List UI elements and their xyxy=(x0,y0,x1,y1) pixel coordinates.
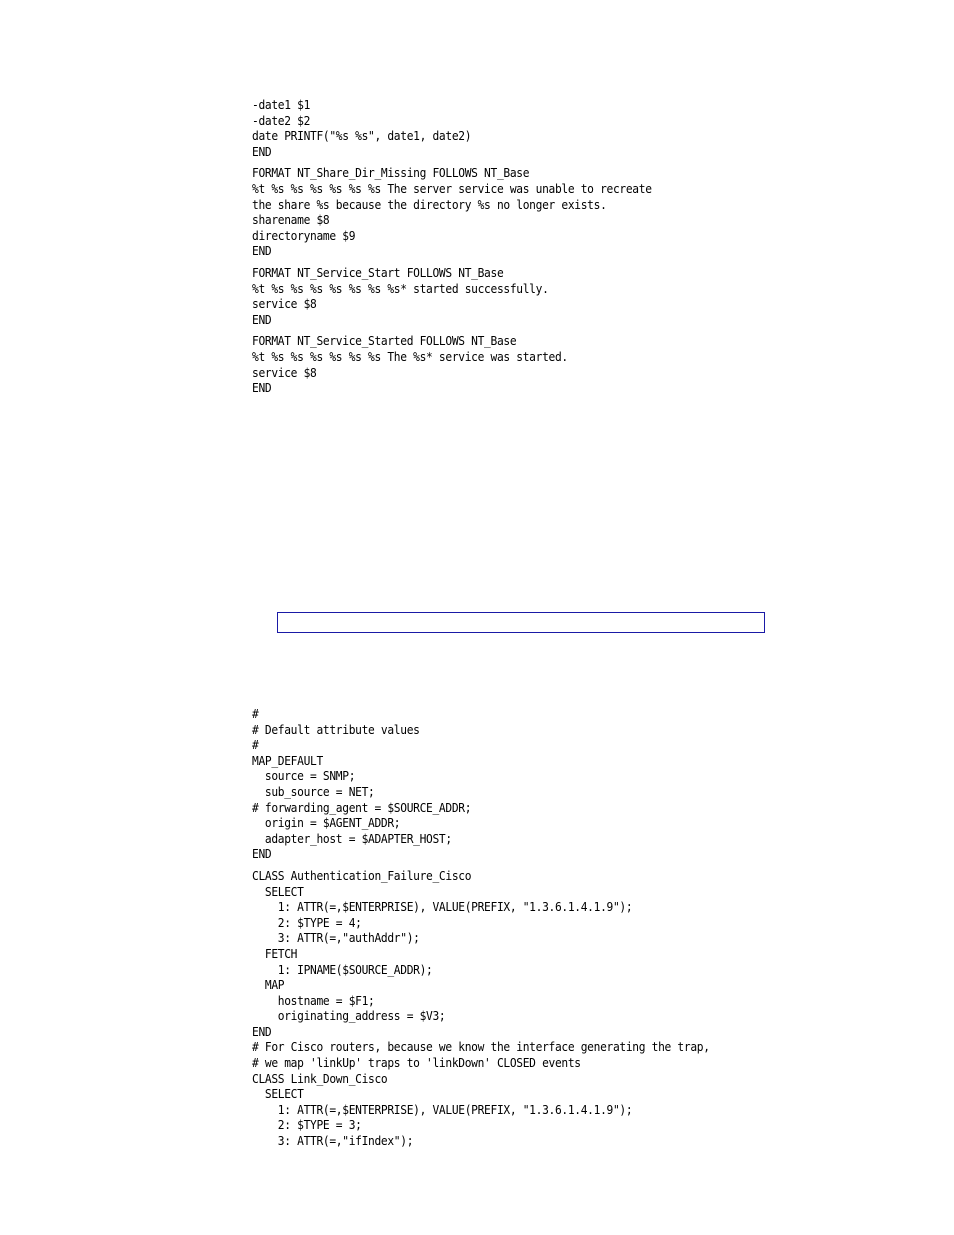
code-line: 3: ATTR(=,"ifIndex"); xyxy=(252,1134,414,1149)
code-line: CLASS Link_Down_Cisco xyxy=(252,1071,388,1086)
code-line: 1: ATTR(=,$ENTERPRISE), VALUE(PREFIX, "1.3.6.1.4.1.9"); xyxy=(252,900,633,915)
code-line: source = SNMP; xyxy=(252,769,356,784)
code-line: FETCH xyxy=(252,946,298,961)
code-line: END xyxy=(252,847,272,862)
code-line: FORMAT NT_Service_Started FOLLOWS NT_Base xyxy=(252,334,517,349)
code-line: # xyxy=(252,738,259,753)
code-line: -date1 $1 xyxy=(252,98,311,112)
code-line: MAP_DEFAULT xyxy=(252,753,323,768)
code-line: adapter_host = $ADAPTER_HOST; xyxy=(252,831,452,846)
code-line: # Default attribute values xyxy=(252,722,420,737)
code-line: # For Cisco routers, because we know the interface generating the trap, xyxy=(252,1040,710,1055)
code-line: date PRINTF("%s %s", date1, date2) xyxy=(252,129,472,144)
code-line: SELECT xyxy=(252,1087,304,1102)
code-line: hostname = $F1; xyxy=(252,993,375,1008)
code-line: END xyxy=(252,144,272,159)
code-line: %t %s %s %s %s %s %s The %s* service was started. xyxy=(252,349,568,364)
code-line: END xyxy=(252,312,272,327)
code-line: END xyxy=(252,1024,272,1039)
code-line: directoryname $9 xyxy=(252,228,356,243)
code-line: 3: ATTR(=,"authAddr"); xyxy=(252,931,420,946)
code-line: service $8 xyxy=(252,297,317,312)
code-line: # forwarding_agent = $SOURCE_ADDR; xyxy=(252,800,472,815)
code-line: origin = $AGENT_ADDR; xyxy=(252,816,401,831)
code-line: sub_source = NET; xyxy=(252,784,375,799)
code-line: 2: $TYPE = 3; xyxy=(252,1118,362,1133)
code-line: 2: $TYPE = 4; xyxy=(252,915,362,930)
code-line: %t %s %s %s %s %s %s %s* started successfully. xyxy=(252,281,549,296)
code-line: 1: IPNAME($SOURCE_ADDR); xyxy=(252,962,433,977)
code-line: END xyxy=(252,381,272,396)
code-line: # we map 'linkUp' traps to 'linkDown' CLOSED events xyxy=(252,1056,581,1071)
code-line: sharename $8 xyxy=(252,213,330,228)
code-line: %t %s %s %s %s %s %s The server service was unable to recreate xyxy=(252,181,652,196)
code-line: service $8 xyxy=(252,365,317,380)
code-line: END xyxy=(252,244,272,259)
code-line: FORMAT NT_Share_Dir_Missing FOLLOWS NT_Base xyxy=(252,166,530,181)
code-line: the share %s because the directory %s no longer exists. xyxy=(252,197,607,212)
code-line: 1: ATTR(=,$ENTERPRISE), VALUE(PREFIX, "1.3.6.1.4.1.9"); xyxy=(252,1102,633,1117)
code-line: SELECT xyxy=(252,884,304,899)
code-line: MAP xyxy=(252,978,285,993)
code-line: -date2 $2 xyxy=(252,113,311,128)
code-line: originating_address = $V3; xyxy=(252,1009,446,1024)
code-line: FORMAT NT_Service_Start FOLLOWS NT_Base xyxy=(252,265,504,280)
code-listing-class-definitions xyxy=(252,707,710,1150)
code-line: CLASS Authentication_Failure_Cisco xyxy=(252,868,472,883)
empty-framed-box xyxy=(277,612,765,633)
code-line: # xyxy=(252,707,259,721)
code-listing-format-definitions xyxy=(252,98,652,397)
